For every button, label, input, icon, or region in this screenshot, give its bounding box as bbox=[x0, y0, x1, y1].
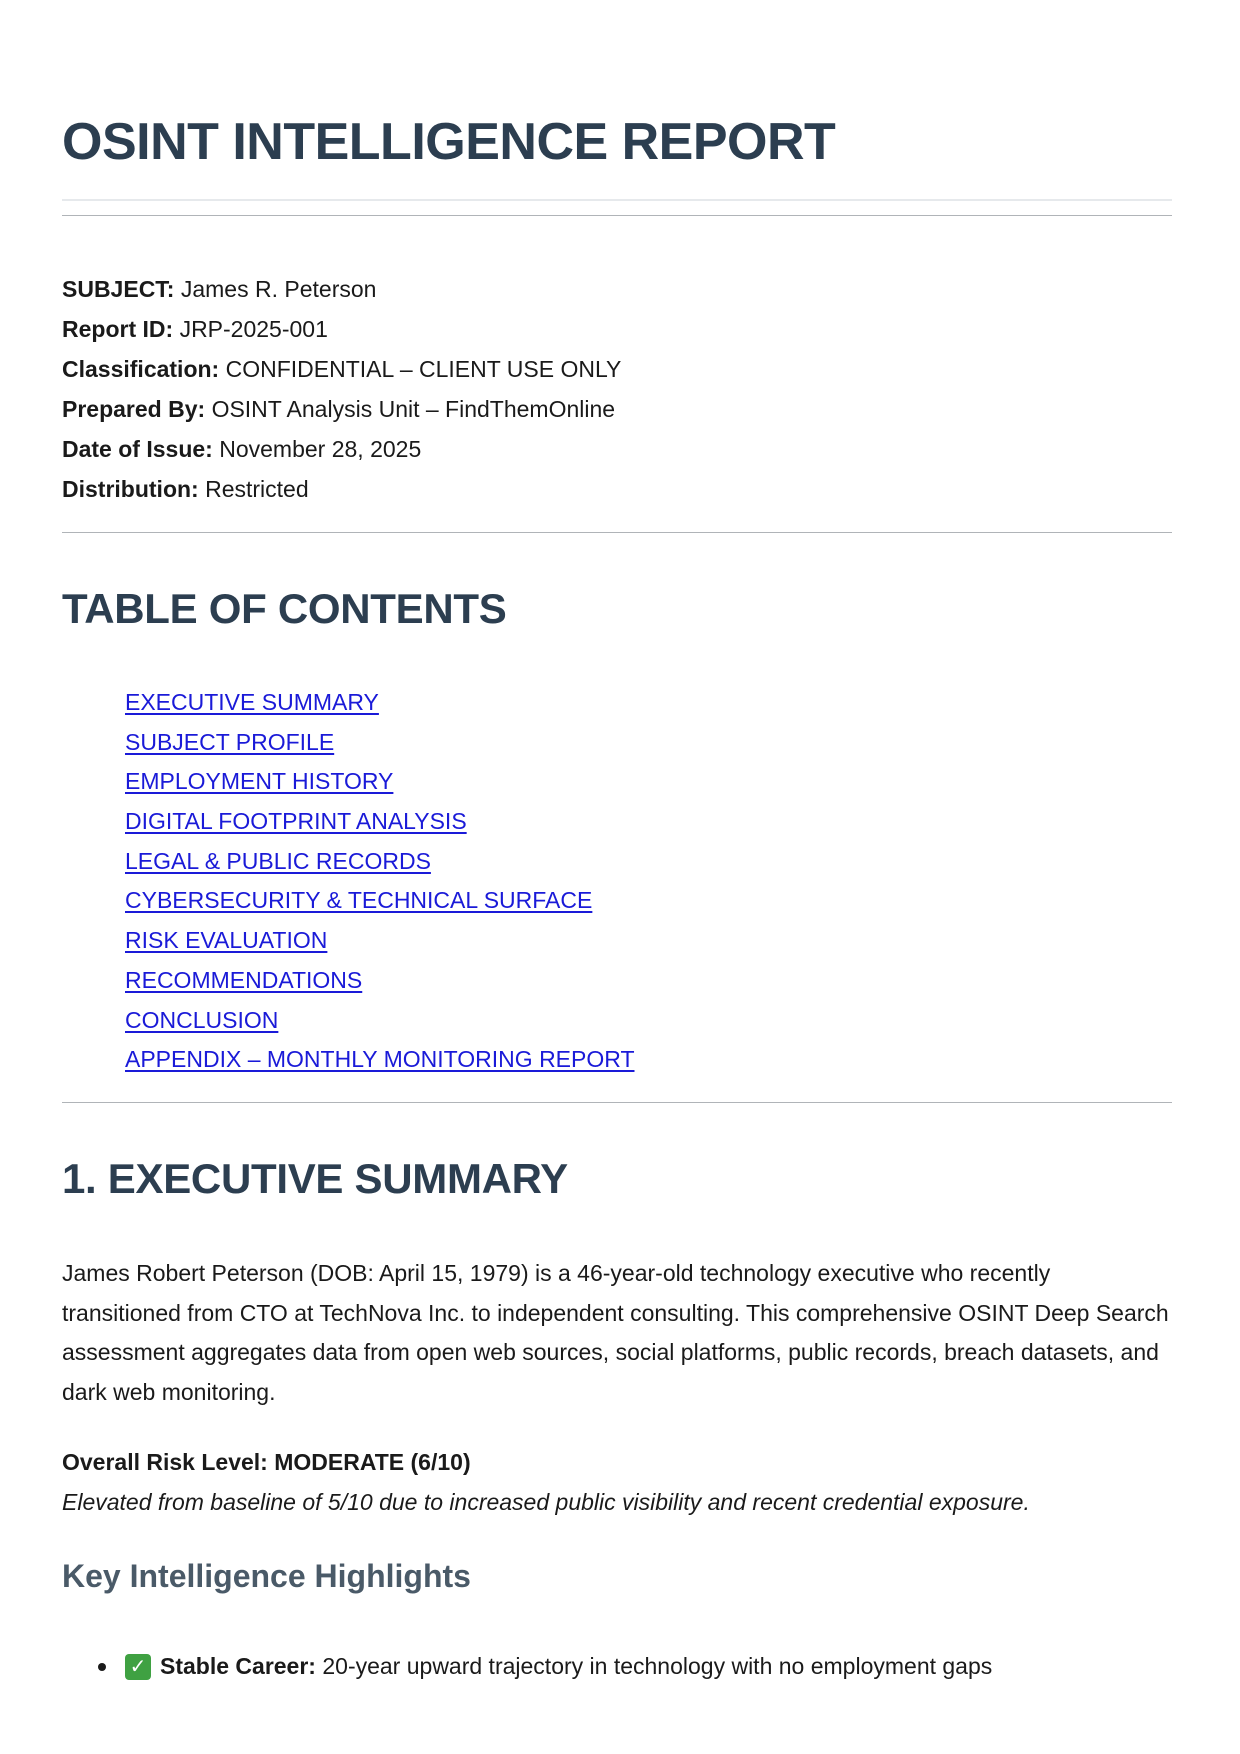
report-metadata bbox=[62, 269, 621, 509]
toc-link-appendix[interactable]: APPENDIX – MONTHLY MONITORING REPORT bbox=[125, 1046, 635, 1073]
check-mark-icon: ✓ bbox=[125, 1654, 151, 1680]
meta-label: Report ID: bbox=[62, 316, 174, 342]
meta-classification bbox=[62, 349, 621, 389]
toc-link-executive-summary[interactable]: EXECUTIVE SUMMARY bbox=[125, 689, 379, 715]
toc-link-recommendations[interactable]: RECOMMENDATIONS bbox=[125, 966, 363, 993]
meta-subject bbox=[62, 269, 621, 309]
toc-link-legal-public-records[interactable]: LEGAL & PUBLIC RECORDS bbox=[125, 847, 431, 874]
meta-prepared-by bbox=[62, 389, 621, 429]
divider bbox=[62, 532, 1172, 533]
meta-value: CONFIDENTIAL – CLIENT USE ONLY bbox=[225, 356, 622, 382]
risk-level-note: Elevated from baseline of 5/10 due to increased public visibility and recent credential exposure. bbox=[62, 1489, 1030, 1515]
meta-date-of-issue bbox=[62, 429, 621, 469]
meta-label: Distribution: bbox=[62, 476, 199, 502]
executive-summary-heading: 1. EXECUTIVE SUMMARY bbox=[62, 1155, 568, 1202]
meta-label: SUBJECT: bbox=[62, 276, 175, 302]
executive-summary-paragraph: James Robert Peterson (DOB: April 15, 1979) is a 46-year-old technology executive who recently transitioned from CTO at TechNova Inc. to independent consulting. This comprehensive OSINT Deep Search assessment aggregates data from open web sources, social platforms, public records, breach datasets, and dark web monitoring. bbox=[62, 1260, 1169, 1405]
divider bbox=[62, 215, 1172, 216]
meta-value: James R. Peterson bbox=[180, 276, 377, 302]
toc-link-risk-evaluation[interactable]: RISK EVALUATION bbox=[125, 927, 328, 954]
divider bbox=[62, 1102, 1172, 1103]
toc-link-conclusion[interactable]: CONCLUSION bbox=[125, 1006, 279, 1033]
toc-link-cybersecurity[interactable]: CYBERSECURITY & TECHNICAL SURFACE bbox=[125, 887, 593, 914]
meta-value: Restricted bbox=[205, 476, 309, 502]
meta-distribution bbox=[62, 469, 621, 509]
meta-value: OSINT Analysis Unit – FindThemOnline bbox=[211, 396, 616, 422]
highlight-text bbox=[160, 1646, 992, 1686]
report-title: OSINT INTELLIGENCE REPORT bbox=[62, 113, 836, 171]
meta-label: Classification: bbox=[62, 356, 220, 382]
toc-link-subject-profile[interactable]: SUBJECT PROFILE bbox=[125, 728, 335, 755]
meta-value: November 28, 2025 bbox=[219, 436, 422, 462]
highlight-label: Stable Career: bbox=[160, 1653, 316, 1679]
meta-value: JRP-2025-001 bbox=[179, 316, 328, 342]
title-underline bbox=[62, 199, 1172, 201]
toc-heading: TABLE OF CONTENTS bbox=[62, 585, 507, 632]
toc-link-employment-history[interactable]: EMPLOYMENT HISTORY bbox=[125, 768, 394, 795]
toc-link-digital-footprint[interactable]: DIGITAL FOOTPRINT ANALYSIS bbox=[125, 808, 467, 835]
meta-label: Prepared By: bbox=[62, 396, 206, 422]
overall-risk-level: Overall Risk Level: MODERATE (6/10) bbox=[62, 1449, 471, 1475]
meta-report-id bbox=[62, 309, 621, 349]
highlight-description: 20-year upward trajectory in technology with no employment gaps bbox=[322, 1653, 993, 1679]
bullet-dot bbox=[98, 1663, 106, 1671]
highlights-heading: Key Intelligence Highlights bbox=[62, 1558, 471, 1594]
meta-label: Date of Issue: bbox=[62, 436, 213, 462]
